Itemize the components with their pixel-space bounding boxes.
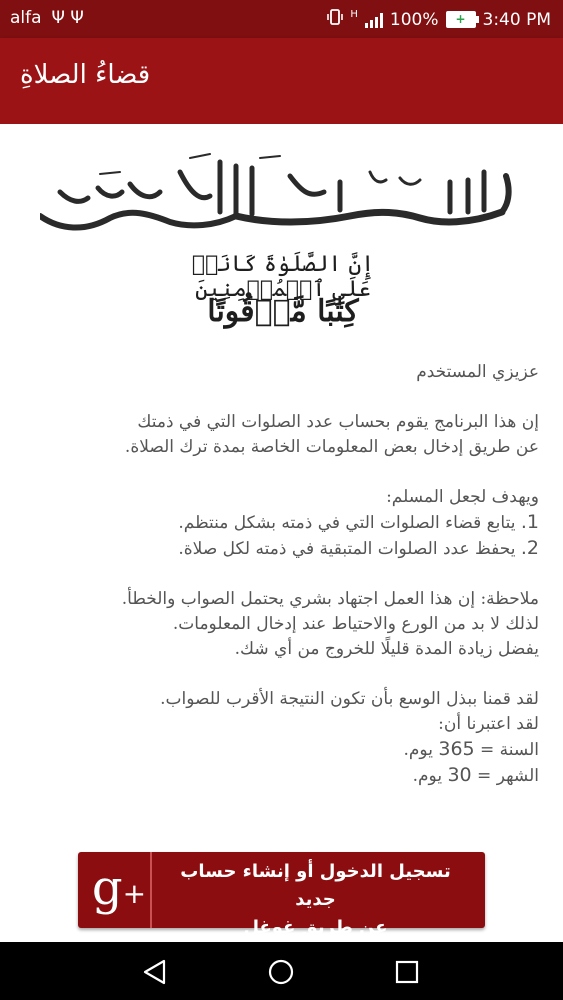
navigation-bar (0, 942, 563, 1000)
status-left (10, 8, 84, 28)
google-sign-in-button[interactable] (78, 852, 485, 938)
status-right (327, 8, 551, 31)
note-line-3: يفضل زيادة المدة قليلًا للخروج من أي شك. (234, 639, 539, 659)
carrier-label: alfa (10, 8, 42, 28)
google-button-line-1: تسجيل الدخول أو إنشاء حساب جديد (180, 861, 451, 910)
greeting: عزيزي المستخدم (416, 362, 539, 382)
button-divider (150, 852, 152, 928)
battery-percent: 100% (389, 9, 439, 30)
basmala-calligraphy (40, 152, 518, 242)
year-definition: السنة = 365 يوم. (403, 738, 539, 760)
app-bar (0, 38, 563, 124)
month-definition: الشهر = 30 يوم. (412, 764, 539, 786)
verse-line-1: إِنَّ الصَّلَوٰةَ كَانَتۡ عَلَى ٱلۡمُؤۡمِنِينَ (191, 252, 375, 302)
note-line-2: لذلك لا بد من الورع والاحتياط عند إدخال المعلومات. (172, 614, 539, 634)
recents-icon[interactable] (392, 957, 422, 987)
google-button-line-2: عن طريق غوغل (243, 917, 388, 938)
info-text (39, 360, 539, 789)
network-type-label: H (350, 9, 358, 20)
google-button-label (158, 858, 473, 942)
usb-icon: Ψ Ψ (51, 8, 84, 28)
intro-line-1: إن هذا البرنامج يقوم بحساب عدد الصلوات التي في ذمتك (137, 412, 539, 432)
quran-verse (170, 252, 396, 348)
signal-icon (365, 12, 383, 28)
verse-line-2: كِتَٰبًا مَّوۡقُوتًا (207, 294, 359, 329)
aims-heading: ويهدف لجعل المسلم: (386, 487, 539, 507)
back-icon[interactable] (140, 957, 170, 987)
battery-charging-icon: + (446, 11, 476, 28)
google-plus-icon: g+ (91, 860, 147, 916)
clock: 3:40 PM (482, 9, 551, 30)
main-content[interactable] (0, 124, 563, 942)
assume-line: لقد اعتبرنا أن: (438, 714, 539, 734)
aim-item: 2. يحفظ عدد الصلوات المتبقية في ذمته لكل صلاة. (178, 537, 539, 559)
aim-item: 1. يتابع قضاء الصلوات التي في ذمته بشكل منتظم. (178, 511, 539, 533)
intro-line-2: عن طريق إدخال بعض المعلومات الخاصة بمدة ترك الصلاة. (124, 437, 539, 457)
note-line-1: ملاحظة: إن هذا العمل اجتهاد بشري يحتمل الصواب والخطأ. (121, 589, 539, 609)
effort-line: لقد قمنا ببذل الوسع بأن تكون النتيجة الأقرب للصواب. (160, 689, 539, 709)
status-bar (0, 0, 563, 38)
vibrate-icon (327, 8, 343, 31)
page-title: قضاءُ الصلاةِ (20, 60, 151, 90)
home-icon[interactable] (266, 957, 296, 987)
